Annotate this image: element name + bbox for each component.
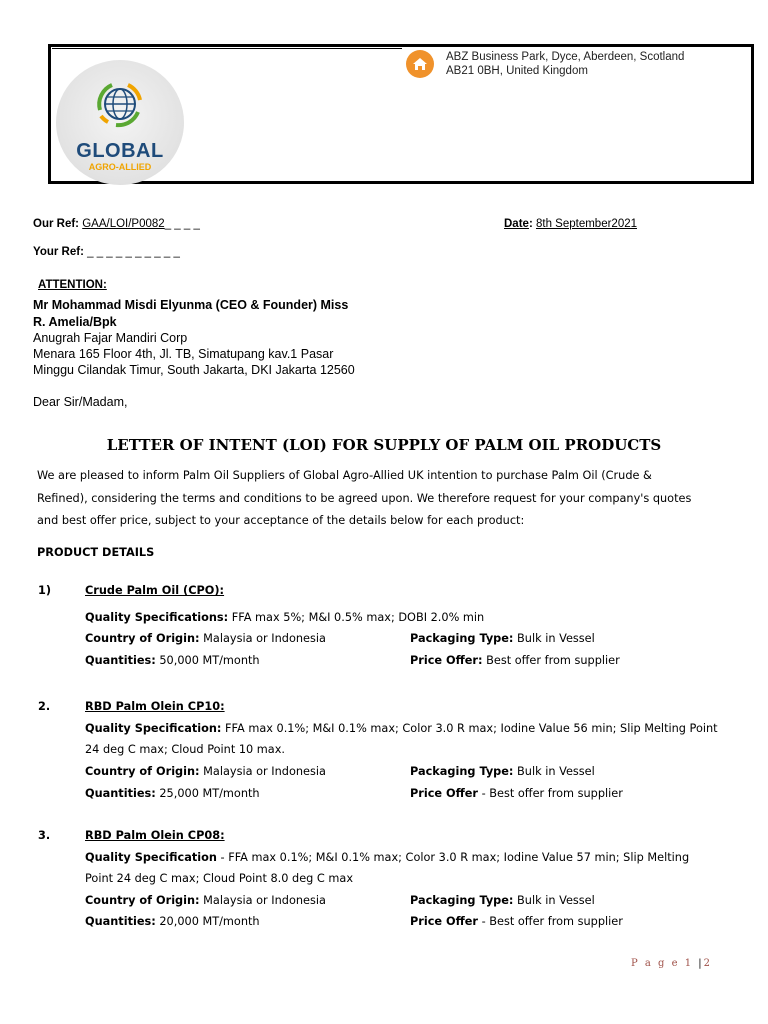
product-number: 2. — [38, 700, 51, 713]
logo-word-agro-allied: AGRO-ALLIED — [88, 162, 152, 172]
address-line-2: AB21 0BH, United Kingdom — [446, 65, 588, 77]
addressee-name-line-2: R. Amelia/Bpk — [33, 315, 117, 329]
country-of-origin: Country of Origin: Malaysia or Indonesia — [85, 765, 326, 778]
product-name: RBD Palm Olein CP10: — [85, 700, 225, 713]
country-of-origin: Country of Origin: Malaysia or Indonesia — [85, 894, 326, 907]
product-details-heading: PRODUCT DETAILS — [37, 546, 155, 559]
address-line-1: ABZ Business Park, Dyce, Aberdeen, Scotland — [446, 51, 685, 63]
your-ref: Your Ref: _ _ _ _ _ _ _ _ _ _ — [33, 246, 180, 258]
globe-icon — [92, 76, 148, 132]
quantities: Quantities: 50,000 MT/month — [85, 654, 260, 667]
salutation: Dear Sir/Madam, — [33, 395, 128, 409]
price-offer: Price Offer - Best offer from supplier — [410, 915, 623, 928]
packaging-type: Packaging Type: Bulk in Vessel — [410, 765, 595, 778]
price-offer: Price Offer: Best offer from supplier — [410, 654, 620, 667]
document-title: LETTER OF INTENT (LOI) FOR SUPPLY OF PALM OIL PRODUCTS — [106, 436, 662, 454]
our-ref-value: GAA/LOI/P0082 — [82, 218, 165, 230]
country-of-origin: Country of Origin: Malaysia or Indonesia — [85, 632, 326, 645]
addressee-address-line-2: Minggu Cilandak Timur, South Jakarta, DKI Jakarta 12560 — [33, 363, 355, 377]
intro-line-2: Refined), considering the terms and conditions to be agreed upon. We therefore request for your company's quotes — [37, 492, 692, 505]
quality-spec-continued: 24 deg C max; Cloud Point 10 max. — [85, 743, 286, 756]
quantities: Quantities: 20,000 MT/month — [85, 915, 260, 928]
quantities: Quantities: 25,000 MT/month — [85, 787, 260, 800]
product-name: Crude Palm Oil (CPO): — [85, 584, 225, 597]
addressee-name-line-1: Mr Mohammad Misdi Elyunma (CEO & Founder) Miss — [33, 298, 349, 312]
attention-label: ATTENTION: — [38, 279, 107, 291]
quality-spec: Quality Specifications: FFA max 5%; M&I 0.5% max; DOBI 2.0% min — [85, 611, 485, 624]
price-offer: Price Offer - Best offer from supplier — [410, 787, 623, 800]
product-number: 1) — [38, 584, 52, 597]
letterhead-rule — [52, 48, 402, 49]
addressee-company: Anugrah Fajar Mandiri Corp — [33, 331, 188, 345]
intro-line-3: and best offer price, subject to your acceptance of the details below for each product: — [37, 514, 525, 527]
home-icon — [406, 50, 434, 78]
date-value: 8th September2021 — [535, 218, 638, 230]
packaging-type: Packaging Type: Bulk in Vessel — [410, 632, 595, 645]
quality-spec-continued: Point 24 deg C max; Cloud Point 8.0 deg C max — [85, 872, 354, 885]
product-number: 3. — [38, 829, 51, 842]
our-ref: Our Ref: GAA/LOI/P0082_ _ _ _ — [33, 218, 200, 230]
product-name: RBD Palm Olein CP08: — [85, 829, 225, 842]
addressee-address-line-1: Menara 165 Floor 4th, Jl. TB, Simatupang kav.1 Pasar — [33, 347, 334, 361]
packaging-type: Packaging Type: Bulk in Vessel — [410, 894, 595, 907]
intro-line-1: We are pleased to inform Palm Oil Suppliers of Global Agro-Allied UK intention to purchase Palm Oil (Crude & — [37, 469, 652, 482]
logo-word-global: GLOBAL — [76, 140, 164, 162]
date: Date: 8th September2021 — [504, 218, 638, 230]
page-number: P a g e 1 |2 — [630, 958, 712, 969]
quality-spec: Quality Specification: FFA max 0.1%; M&I 0.1% max; Color 3.0 R max; Iodine Value 56 min; Slip Melting Point — [85, 722, 718, 735]
quality-spec: Quality Specification - FFA max 0.1%; M&I 0.1% max; Color 3.0 R max; Iodine Value 57 min; Slip Melting — [85, 851, 690, 864]
company-logo — [56, 60, 184, 185]
your-ref-value: _ _ _ _ _ _ _ _ _ _ — [87, 246, 180, 258]
